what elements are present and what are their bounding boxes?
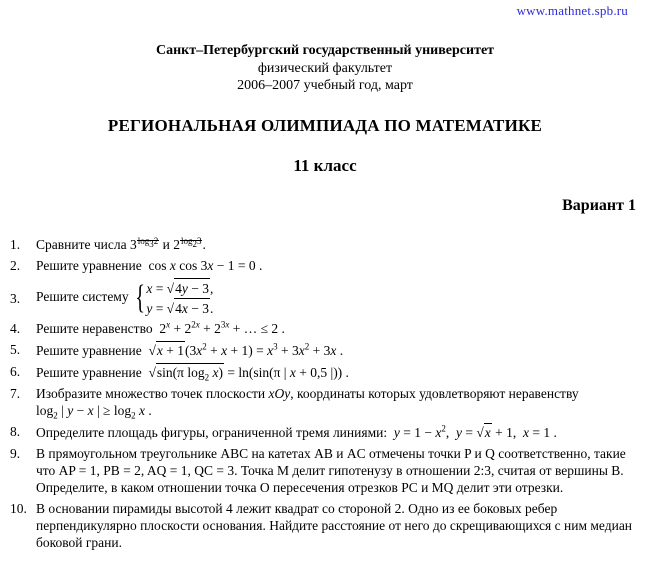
problem-1: 1. Сравните числа $3^{log_32}$ и $2^{log_23}$. (10, 235, 206, 252)
source-url[interactable]: www.mathnet.spb.ru (516, 3, 628, 18)
formula-6: √sin(π $\log_2 x) = \ln(\sin(\pi$ | x + 0,5 |)) . (145, 365, 349, 383)
problem-5: 5. Решите уравнение $√x + 1(3x^2 + x + 1) = x^3 + 3x^2 + 3x$ . (10, 341, 344, 358)
problem-4: 4. Решите неравенство $2^x + 2^{2x} + 2^{3x}$ + … ≤ 2 . (10, 319, 285, 336)
grade-label: 11 класс (293, 156, 357, 175)
problem-2: 2. Решите уравнение cos x cos 3x − 1 = 0 . (10, 258, 263, 273)
problem-list (10, 236, 640, 555)
formula-7-plane: xOy (268, 386, 291, 401)
formula-1a: $3^{log_32}$ (129, 235, 159, 252)
header (0, 42, 650, 94)
formula-3-system: { x = √4y − 3, y = √4x − 3. (135, 279, 214, 316)
formula-7: $\log_2$ | y − x | ≥ $\log_2 x$ . (36, 403, 152, 421)
faculty-name: физический факультет (257, 61, 393, 76)
formula-5: $√x + 1(3x^2 + x + 1) = x^3 + 3x^2 + 3x$ . (145, 341, 344, 358)
variant-label: Вариант 1 (562, 197, 636, 214)
problem-10: 10. В основании пирамиды высотой 4 лежит квадрат со стороной 2. Одно из ее боковых ребер перпендикулярно плоскости основания. Найдите расстояние от него до скрещивающихся с ним медиан боковой грани. (10, 501, 633, 550)
problem-3: 3. Решите систему { x = √4y − 3, y = √4x − 3. (10, 279, 214, 316)
formula-8: $y = 1 - x^2$, y = √x + 1, x = 1 . (393, 423, 557, 440)
problem-9: 9. В прямоугольном треугольнике ABC на катетах AB и AC отмечены точки P и Q соответственно, такие что AP = 1, PB = 2, AQ = 1, QC = 3. Точка M делит гипотенузу в отношении 2:3, считая от вершины B. Определите, в каком отношении точка O пересечения отрезков PC и MQ делит эти отрезки. (10, 446, 626, 495)
olympiad-title: РЕГИОНАЛЬНАЯ ОЛИМПИАДА ПО МАТЕМАТИКЕ (107, 116, 543, 135)
formula-4: $2^x + 2^{2x} + 2^{3x}$ + … ≤ 2 . (155, 319, 285, 336)
problem-7: 7. Изобразите множество точек плоскости xOy, координаты которых удовлетворяют неравенству $\log_2$ | y − x | ≥ $\log_2 x$ . (10, 386, 579, 421)
university-name: Санкт–Петербургский государственный университет (155, 43, 495, 58)
problem-6: 6. Решите уравнение √sin(π $\log_2 x) = \ln(\sin(\pi$ | x + 0,5 |)) . (10, 364, 349, 383)
formula-1b: $2^{log_23}$ (173, 235, 202, 252)
academic-year: 2006–2007 учебный год, март (237, 78, 413, 93)
problem-8: 8. Определите площадь фигуры, ограниченной тремя линиями: $y = 1 - x^2$, y = √x + 1, x = 1 . (10, 423, 557, 440)
formula-2: cos x cos 3x − 1 = 0 . (145, 258, 263, 273)
